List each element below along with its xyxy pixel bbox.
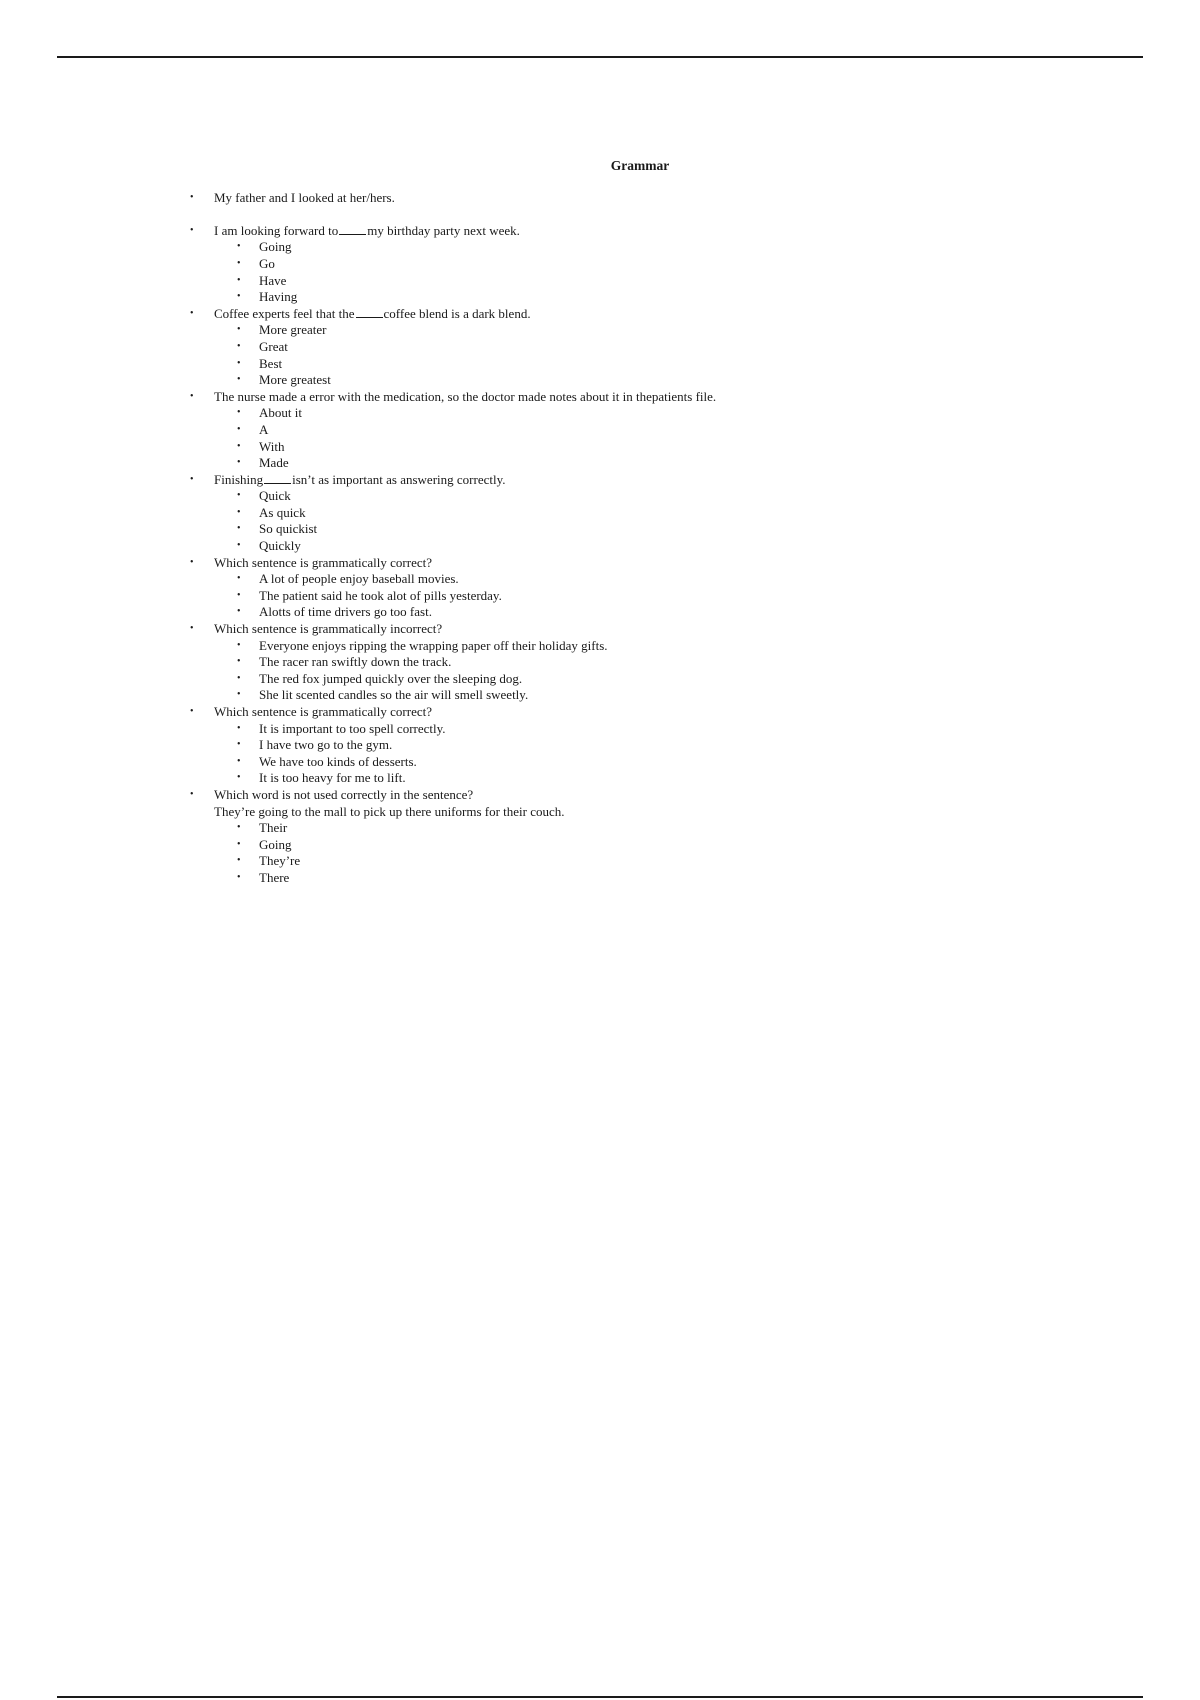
question-6 (190, 555, 1050, 621)
question-text: Which sentence is grammatically correct? (214, 554, 433, 570)
question-text-after: coffee blend is a dark blend. (383, 305, 531, 321)
header-rule (57, 56, 1143, 58)
question-text: The nurse made a error with the medication, so the doctor made notes about it in thepatients file. (214, 388, 717, 404)
option-item: • About it (259, 405, 1050, 422)
option-item: • So quickist (259, 521, 1050, 538)
option-item: • Having (259, 289, 1050, 306)
question-9 (190, 787, 1050, 887)
option-item: • Quickly (259, 538, 1050, 555)
question-8 (190, 704, 1050, 787)
option-item: • It is important to too spell correctly. (259, 721, 1050, 738)
option-item: • Best (259, 356, 1050, 373)
option-list (214, 488, 1050, 554)
question-text: Which word is not used correctly in the sentence? (214, 786, 474, 802)
option-item: • Go (259, 256, 1050, 273)
question-list (190, 190, 1050, 887)
question-7 (190, 621, 1050, 704)
option-item: • The patient said he took alot of pills yesterday. (259, 588, 1050, 605)
question-text-before: I am looking forward to (214, 222, 339, 238)
fill-in-blank (356, 306, 383, 318)
question-text: Which sentence is grammatically incorrect? (214, 621, 443, 637)
document-title: Grammar (610, 158, 670, 173)
option-item: • Their (259, 820, 1050, 837)
question-text-after: isn’t as important as answering correctly. (292, 471, 506, 487)
fill-in-blank (264, 472, 291, 484)
question-text-after: my birthday party next week. (367, 222, 520, 238)
question-sentence: They’re going to the mall to pick up there uniforms for their couch. (214, 803, 565, 819)
option-item: • Quick (259, 488, 1050, 505)
question-text: Which sentence is grammatically correct? (214, 704, 433, 719)
option-item: • Going (259, 239, 1050, 256)
question-3 (190, 306, 1050, 389)
document-body (190, 158, 1050, 887)
option-item: • Alotts of time drivers go too fast. (259, 604, 1050, 621)
option-list (214, 820, 1050, 886)
option-list (214, 405, 1050, 471)
option-item: • A lot of people enjoy baseball movies. (259, 571, 1050, 588)
option-item: • More greatest (259, 372, 1050, 389)
question-2 (190, 223, 1050, 306)
option-item: • It is too heavy for me to lift. (259, 770, 1050, 787)
option-item: • I have two go to the gym. (259, 737, 1050, 754)
option-item: • More greater (259, 322, 1050, 339)
question-1 (190, 190, 1050, 207)
option-item: • A (259, 422, 1050, 439)
option-item: • Everyone enjoys ripping the wrapping paper off their holiday gifts. (259, 638, 1050, 655)
option-list (214, 239, 1050, 305)
question-5 (190, 472, 1050, 555)
option-item: • She lit scented candles so the air will smell sweetly. (259, 687, 1050, 704)
option-item: • With (259, 439, 1050, 456)
option-list (214, 638, 1050, 704)
option-item: • Going (259, 837, 1050, 854)
option-item: • Made (259, 455, 1050, 472)
option-item: • Great (259, 339, 1050, 356)
option-item: • The red fox jumped quickly over the sleeping dog. (259, 671, 1050, 688)
option-list (214, 571, 1050, 621)
question-text: My father and I looked at her/hers. (214, 189, 395, 205)
option-item: • There (259, 870, 1050, 887)
option-list (214, 721, 1050, 787)
question-4 (190, 389, 1050, 472)
option-item: • As quick (259, 505, 1050, 522)
footer-rule (57, 1696, 1143, 1698)
option-item: • The racer ran swiftly down the track. (259, 654, 1050, 671)
question-text-before: Coffee experts feel that the (214, 305, 355, 321)
option-list (214, 322, 1050, 388)
option-item: • Have (259, 273, 1050, 290)
fill-in-blank (339, 223, 366, 235)
option-item: • We have too kinds of desserts. (259, 754, 1050, 771)
option-item: • They’re (259, 853, 1050, 870)
question-text-before: Finishing (214, 471, 264, 487)
